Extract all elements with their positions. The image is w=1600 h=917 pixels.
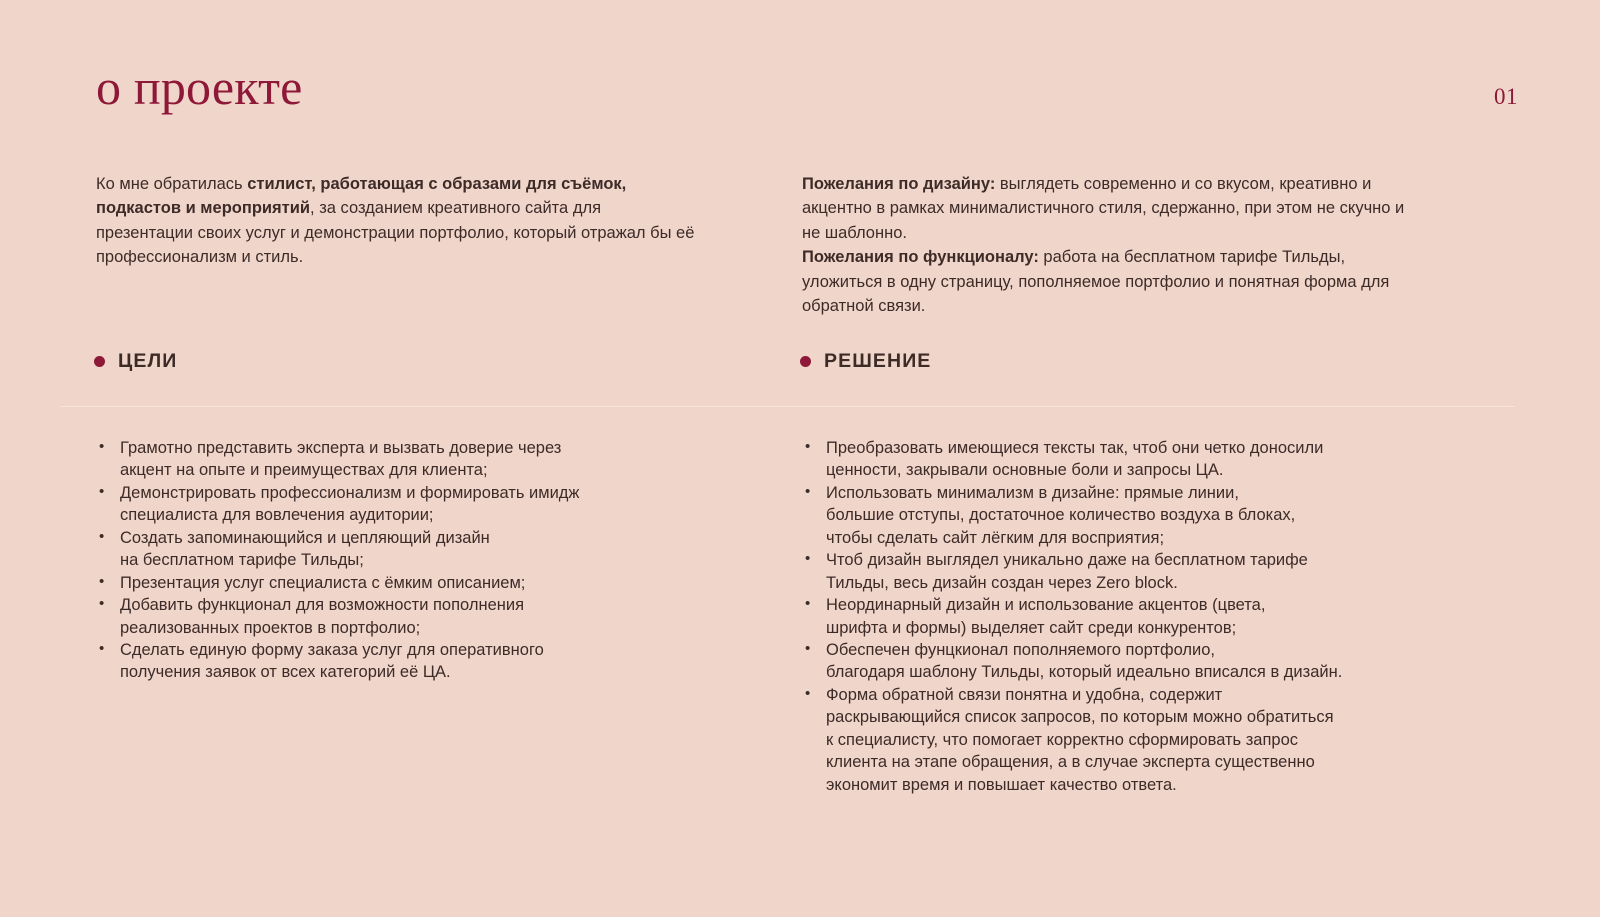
intro-right-function — [802, 245, 1412, 318]
list-item-line: • Добавить функционал для возможности пополнения — [120, 596, 525, 615]
list-item-line: акцент на опыте и преимуществах для клиента; — [120, 461, 488, 480]
list-item-line: • Преобразовать имеющиеся тексты так, чтоб они четко доносили — [826, 439, 1324, 457]
design-wishes-label: Пожелания по дизайну: — [802, 175, 996, 193]
intro-left-tail: , за созданием креативного сайта для презентации своих услуг и демонстрации портфолио, который отражал бы её профессионализм и стиль. — [96, 199, 695, 267]
list-item-line: • Сделать единую форму заказа услуг для оперативного — [120, 640, 544, 659]
list-item — [802, 594, 1422, 639]
solution-list — [802, 437, 1422, 796]
section-heading-goals-label: ЦЕЛИ — [118, 350, 178, 372]
list-item — [802, 482, 1422, 549]
intro-left-lead: Ко мне обратилась — [96, 175, 248, 193]
list-item-line: экономит время и повышает качество ответа. — [826, 775, 1177, 794]
goals-list — [96, 437, 676, 684]
list-item — [802, 639, 1422, 684]
function-wishes-text: работа на бесплатном тарифе Тильды, уложиться в одну страницу, пополняемое портфолио и понятная форма для обратной связи. — [802, 248, 1390, 316]
section-heading-goals — [94, 350, 177, 373]
intro-paragraph-left — [96, 172, 696, 270]
page-number: 01 — [1494, 84, 1518, 109]
list-item-line: • Использовать минимализм в дизайне: прямые линии, — [826, 483, 1239, 502]
list-item-line: специалиста для вовлечения аудитории; — [120, 506, 434, 525]
bullet-dot-icon — [800, 356, 811, 367]
list-item-line: чтобы сделать сайт лёгким для восприятия; — [826, 528, 1165, 547]
list-item-line: • Форма обратной связи понятна и удобна, содержит — [826, 685, 1223, 704]
intro-paragraph-right — [802, 172, 1412, 318]
list-item-line: • Демонстрировать профессионализм и формировать имидж — [120, 483, 580, 502]
list-item-line: • Обеспечен фунцкионал пополняемого портфолио, — [826, 640, 1215, 659]
list-item — [96, 482, 676, 527]
section-heading-solution — [800, 350, 931, 373]
list-item — [96, 437, 676, 482]
design-wishes-text: выглядеть современно и со вкусом, креативно и акцентно в рамках минималистичного стиля, сдержанно, при этом не скучно и не шаблонно. — [802, 175, 1405, 242]
list-item-line: • Презентация услуг специалиста с ёмким описанием; — [120, 573, 526, 592]
horizontal-divider — [60, 406, 1515, 407]
list-item-line: раскрывающийся список запросов, по которым можно обратиться — [826, 708, 1334, 727]
list-item-line: ценности, закрывали основные боли и запросы ЦА. — [826, 461, 1224, 480]
list-item — [96, 527, 676, 572]
list-item — [802, 549, 1422, 594]
function-wishes-label: Пожелания по функционалу: — [802, 248, 1039, 267]
list-item-line: • Чтоб дизайн выглядел уникально даже на бесплатном тарифе — [826, 551, 1308, 570]
list-item-line: благодаря шаблону Тильды, который идеально вписался в дизайн. — [826, 663, 1343, 682]
bullet-dot-icon — [94, 356, 105, 367]
list-item — [802, 684, 1422, 796]
list-item-line: получения заявок от всех категорий её ЦА. — [120, 663, 451, 682]
list-item — [96, 639, 676, 684]
list-item — [96, 594, 676, 639]
list-item — [802, 437, 1422, 482]
intro-left-text — [96, 172, 696, 270]
list-item — [96, 572, 676, 594]
page-title: о проекте — [96, 59, 303, 115]
list-item-line: большие отступы, достаточное количество воздуха в блоках, — [826, 506, 1296, 525]
list-item-line: • Грамотно представить эксперта и вызвать доверие через — [120, 439, 562, 457]
list-item-line: • Неординарный дизайн и использование акцентов (цвета, — [826, 596, 1266, 615]
list-item-line: Тильды, весь дизайн создан через Zero block. — [826, 573, 1178, 592]
list-item-line: шрифта и формы) выделяет сайт среди конкурентов; — [826, 618, 1237, 637]
list-item-line: реализованных проектов в портфолио; — [120, 618, 421, 637]
intro-left-bold-2: для съёмок, подкастов и мероприятий — [96, 175, 627, 218]
intro-left-bold-1: стилист, работающая с образами — [247, 175, 522, 193]
list-item-line: клиента на этапе обращения, а в случае эксперта существенно — [826, 753, 1315, 772]
intro-right-design — [802, 172, 1412, 245]
section-heading-solution-label: РЕШЕНИЕ — [824, 350, 932, 372]
list-item-line: к специалисту, что помогает корректно сформировать запрос — [826, 730, 1299, 749]
list-item-line: • Создать запоминающийся и цепляющий дизайн — [120, 528, 490, 547]
list-item-line: на бесплатном тарифе Тильды; — [120, 551, 364, 570]
